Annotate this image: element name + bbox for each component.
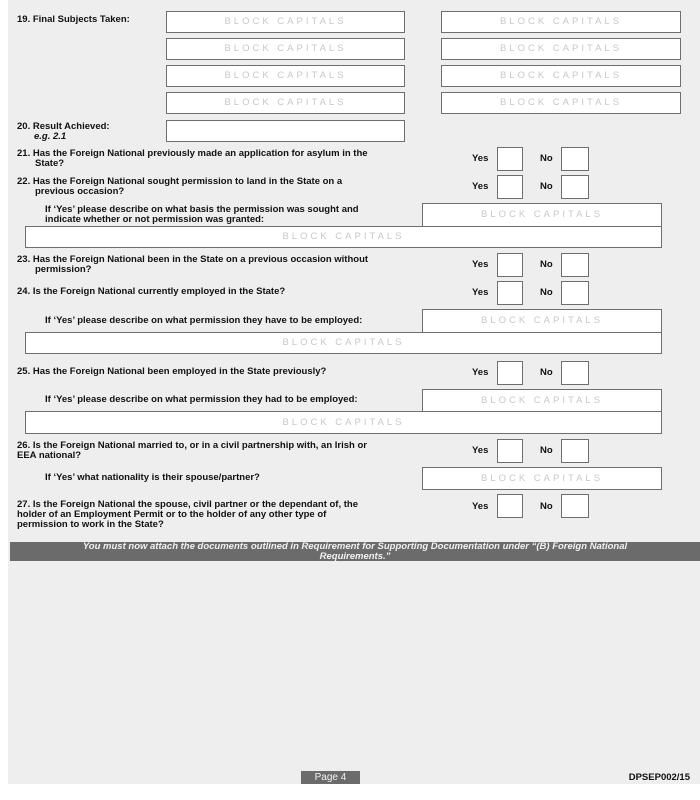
- q23-line1: 23. Has the Foreign National been in the State on a previous occasion without: [17, 254, 369, 265]
- q19-label: 19. Final Subjects Taken:: [17, 14, 130, 25]
- q27-yes-checkbox[interactable]: [497, 494, 523, 518]
- subject-field-6[interactable]: BLOCK CAPITALS: [441, 65, 681, 87]
- q23-line2: permission?: [35, 264, 92, 275]
- q21-no-label: No: [540, 153, 553, 164]
- q25-no-label: No: [540, 367, 553, 378]
- q24-yes-label: Yes: [472, 287, 489, 298]
- subject-field-7[interactable]: BLOCK CAPITALS: [166, 92, 405, 114]
- result-field[interactable]: [166, 120, 405, 142]
- banner-line2: Requirements.”: [319, 550, 391, 562]
- q22-no-checkbox[interactable]: [561, 175, 589, 199]
- q25-yes-label: Yes: [472, 367, 489, 378]
- q27-line2: holder of an Employment Permit or to the holder of any other type of: [17, 509, 327, 520]
- subject-field-3[interactable]: BLOCK CAPITALS: [166, 38, 405, 60]
- q26-yes-label: Yes: [472, 445, 489, 456]
- q24-line1: 24. Is the Foreign National currently employed in the State?: [17, 286, 286, 297]
- q26-nationality-field[interactable]: BLOCK CAPITALS: [422, 467, 662, 490]
- q26-no-checkbox[interactable]: [561, 439, 589, 463]
- q24-yes-checkbox[interactable]: [497, 281, 523, 305]
- q22-no-label: No: [540, 181, 553, 192]
- q25-line1: 25. Has the Foreign National been employed in the State previously?: [17, 366, 327, 377]
- subject-field-5[interactable]: BLOCK CAPITALS: [166, 65, 405, 87]
- banner-line1: You must now attach the documents outlined in Requirement for Supporting Documentation under “(B) Foreign National: [82, 541, 628, 552]
- q27-line3: permission to work in the State?: [17, 519, 164, 530]
- q23-no-label: No: [540, 259, 553, 270]
- subject-field-1[interactable]: BLOCK CAPITALS: [166, 11, 405, 33]
- subject-field-2[interactable]: BLOCK CAPITALS: [441, 11, 681, 33]
- q23-yes-label: Yes: [472, 259, 489, 270]
- q21-line2: State?: [35, 158, 65, 169]
- q22-sub-line2: indicate whether or not permission was granted:: [45, 214, 265, 225]
- attach-documents-banner: [10, 542, 700, 561]
- q23-yes-checkbox[interactable]: [497, 253, 523, 277]
- q22-yes-label: Yes: [472, 181, 489, 192]
- q20-example: e.g. 2.1: [34, 131, 67, 142]
- q27-no-checkbox[interactable]: [561, 494, 589, 518]
- q24-no-label: No: [540, 287, 553, 298]
- q25-yes-checkbox[interactable]: [497, 361, 523, 385]
- q24-detail-field[interactable]: BLOCK CAPITALS: [25, 332, 662, 354]
- q26-sub: If ‘Yes’ what nationality is their spouse/partner?: [45, 472, 260, 483]
- q26-line2: EEA national?: [17, 450, 82, 461]
- q26-no-label: No: [540, 445, 553, 456]
- q21-line1: 21. Has the Foreign National previously made an application for asylum in the: [17, 148, 368, 159]
- q26-line1: 26. Is the Foreign National married to, or in a civil partnership with, an Irish or: [17, 440, 367, 451]
- q24-sub: If ‘Yes’ please describe on what permission they have to be employed:: [45, 315, 363, 326]
- form-code: DPSEP002/15: [628, 772, 690, 783]
- q22-basis-field[interactable]: BLOCK CAPITALS: [422, 203, 662, 227]
- q25-permission-field[interactable]: BLOCK CAPITALS: [422, 389, 662, 412]
- subject-field-4[interactable]: BLOCK CAPITALS: [441, 38, 681, 60]
- page-number: Page 4: [301, 771, 360, 784]
- q25-no-checkbox[interactable]: [561, 361, 589, 385]
- q27-line1: 27. Is the Foreign National the spouse, civil partner or the dependant of, the: [17, 499, 358, 510]
- q26-yes-checkbox[interactable]: [497, 439, 523, 463]
- q20-label: 20. Result Achieved:: [17, 121, 110, 132]
- q24-no-checkbox[interactable]: [561, 281, 589, 305]
- q22-yes-checkbox[interactable]: [497, 175, 523, 199]
- q24-permission-field[interactable]: BLOCK CAPITALS: [422, 309, 662, 333]
- q21-no-checkbox[interactable]: [561, 147, 589, 171]
- q21-yes-checkbox[interactable]: [497, 147, 523, 171]
- q27-no-label: No: [540, 501, 553, 512]
- subject-field-8[interactable]: BLOCK CAPITALS: [441, 92, 681, 114]
- q23-no-checkbox[interactable]: [561, 253, 589, 277]
- q22-line1: 22. Has the Foreign National sought permission to land in the State on a: [17, 176, 343, 187]
- q27-yes-label: Yes: [472, 501, 489, 512]
- q21-yes-label: Yes: [472, 153, 489, 164]
- q25-detail-field[interactable]: BLOCK CAPITALS: [25, 411, 662, 434]
- q25-sub: If ‘Yes’ please describe on what permission they had to be employed:: [45, 394, 358, 405]
- q22-detail-field[interactable]: BLOCK CAPITALS: [25, 226, 662, 248]
- q22-sub-line1: If ‘Yes’ please describe on what basis the permission was sought and: [45, 204, 359, 215]
- q22-line2: previous occasion?: [35, 186, 125, 197]
